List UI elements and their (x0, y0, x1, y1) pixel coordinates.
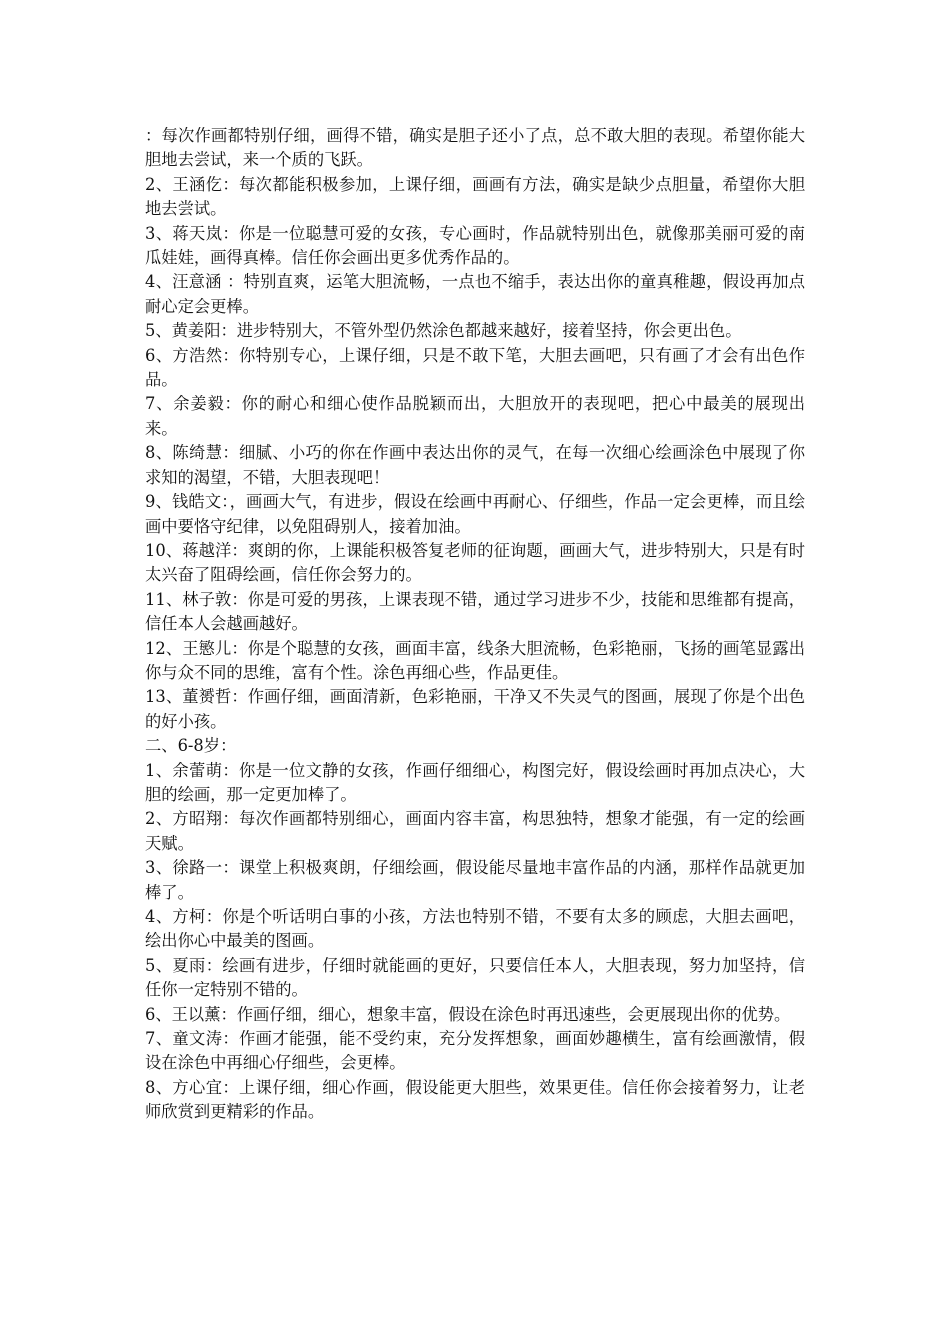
comment-paragraph: 5、夏雨：绘画有进步，仔细时就能画的更好，只要信任本人，大胆表现，努力加坚持，信任你一定特别不错的。 (145, 955, 805, 1000)
comment-paragraph: 12、王慜儿：你是个聪慧的女孩，画面丰富，线条大胆流畅，色彩艳丽，飞扬的画笔显露出你与众不同的思维，富有个性。涂色再细心些，作品更佳。 (145, 638, 805, 682)
comment-paragraph: 4、方柯：你是个听话明白事的小孩，方法也特别不错，不要有太多的顾虑，大胆去画吧，绘出你心中最美的图画。 (145, 907, 805, 951)
comment-paragraph: 9、钱皓文：，画画大气，有进步，假设在绘画中再耐心、仔细些，作品一定会更棒，而且绘画中要恪守纪律，以免阻碍别人，接着加油。 (145, 492, 805, 536)
comment-paragraph: 8、方心宜：上课仔细，细心作画，假设能更大胆些，效果更佳。信任你会接着努力，让老师欣赏到更精彩的作品。 (145, 1077, 805, 1122)
comment-paragraph: 7、童文涛：作画才能强，能不受约束，充分发挥想象，画面妙趣横生，富有绘画激情，假设在涂色中再细心仔细些，会更棒。 (145, 1029, 805, 1073)
comment-paragraph: 3、蒋天岚：你是一位聪慧可爱的女孩，专心画时，作品就特别出色，就像那美丽可爱的南瓜娃娃，画得真棒。信任你会画出更多优秀作品的。 (145, 223, 805, 268)
comment-paragraph: 2、王涵仡：每次都能积极参加，上课仔细，画画有方法，确实是缺少点胆量，希望你大胆地去尝试。 (145, 174, 805, 219)
comment-paragraph: 10、蒋越洋：爽朗的你，上课能积极答复老师的征询题，画画大气，进步特别大，只是有时太兴奋了阻碍绘画，信任你会努力的。 (145, 540, 805, 585)
comment-paragraph: 6、王以薰：作画仔细，细心，想象丰富，假设在涂色时再迅速些，会更展现出你的优势。 (145, 1004, 791, 1024)
comment-paragraph: 8、陈绮慧：细腻、小巧的你在作画中表达出你的灵气，在每一次细心绘画涂色中展现了你求知的渴望，不错，大胆表现吧！ (145, 443, 805, 487)
comment-paragraph: 5、黄姜阳：进步特别大，不管外型仍然涂色都越来越好，接着坚持，你会更出色。 (145, 321, 742, 341)
comment-paragraph: ：每次作画都特别仔细，画得不错，确实是胆子还小了点，总不敢大胆的表现。希望你能大胆地去尝试，来一个质的飞跃。 (145, 126, 805, 170)
comment-paragraph: 4、汪意涵 ：特别直爽，运笔大胆流畅，一点也不缩手，表达出你的童真稚趣，假设再加点耐心定会更棒。 (145, 272, 805, 316)
comment-paragraph: 11、林子敦：你是可爱的男孩，上课表现不错，通过学习进步不少，技能和思维都有提高，信任本人会越画越好。 (145, 589, 805, 634)
comment-paragraph: 13、董赟哲：作画仔细，画面清新，色彩艳丽，干净又不失灵气的图画，展现了你是个出色的好小孩。 (145, 687, 805, 731)
comment-paragraph: 2、方昭翔：每次作画都特别细心，画面内容丰富，构思独特，想象才能强，有一定的绘画天赋。 (145, 809, 805, 853)
comment-paragraph: 7、余姜毅：你的耐心和细心使作品脱颖而出，大胆放开的表现吧，把心中最美的展现出来。 (145, 394, 805, 438)
document-body (145, 124, 805, 1125)
comment-paragraph: 6、方浩然：你特别专心，上课仔细，只是不敢下笔，大胆去画吧，只有画了才会有出色作品。 (145, 345, 805, 390)
comment-paragraph: 1、余蕾萌：你是一位文静的女孩，作画仔细细心，构图完好，假设绘画时再加点决心，大胆的绘画，那一定更加棒了。 (145, 760, 805, 804)
comment-paragraph: 3、徐路一：课堂上积极爽朗，仔细绘画，假设能尽量地丰富作品的内涵，那样作品就更加棒了。 (145, 858, 805, 902)
section-heading: 二、6-8岁： (145, 736, 237, 756)
